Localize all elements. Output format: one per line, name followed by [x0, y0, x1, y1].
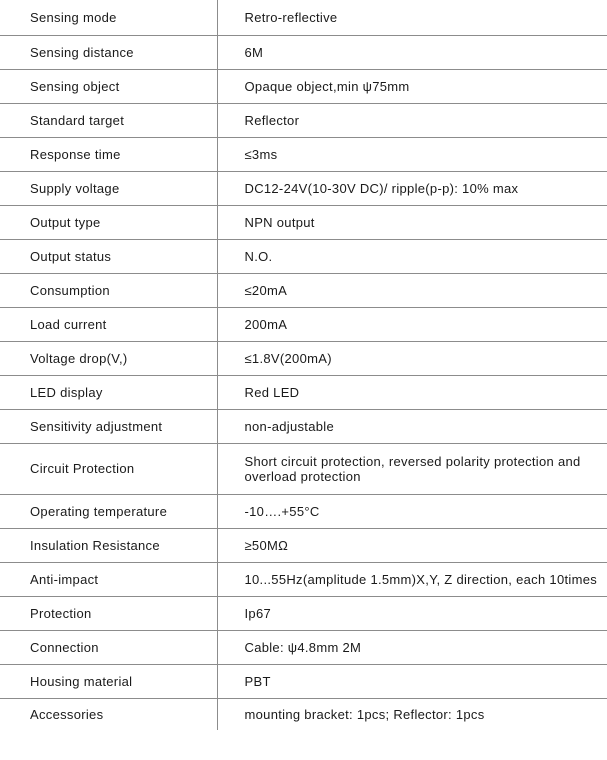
spec-value: Retro-reflective	[217, 0, 607, 35]
spec-value: -10….+55°C	[217, 494, 607, 528]
table-row	[0, 528, 607, 562]
spec-value: 10...55Hz(amplitude 1.5mm)X,Y, Z direction, each 10times	[217, 562, 607, 596]
table-row	[0, 103, 607, 137]
spec-value: PBT	[217, 664, 607, 698]
table-row	[0, 375, 607, 409]
table-row	[0, 137, 607, 171]
spec-value: Reflector	[217, 103, 607, 137]
spec-label: Housing material	[0, 664, 217, 698]
table-row	[0, 171, 607, 205]
table-row	[0, 409, 607, 443]
spec-label: Operating temperature	[0, 494, 217, 528]
spec-label: Sensing mode	[0, 0, 217, 35]
spec-label: Response time	[0, 137, 217, 171]
spec-value: 6M	[217, 35, 607, 69]
spec-value: Short circuit protection, reversed polarity protection and overload protection	[217, 443, 607, 494]
spec-value: 200mA	[217, 307, 607, 341]
spec-value: N.O.	[217, 239, 607, 273]
spec-value: Cable: ψ4.8mm 2M	[217, 630, 607, 664]
table-row	[0, 239, 607, 273]
spec-label: Output type	[0, 205, 217, 239]
spec-value: Opaque object,min ψ75mm	[217, 69, 607, 103]
spec-label: Voltage drop(V,)	[0, 341, 217, 375]
spec-label: Connection	[0, 630, 217, 664]
spec-value: ≤1.8V(200mA)	[217, 341, 607, 375]
spec-label: Sensing object	[0, 69, 217, 103]
spec-label: Output status	[0, 239, 217, 273]
table-row	[0, 341, 607, 375]
table-row	[0, 0, 607, 35]
table-row	[0, 35, 607, 69]
spec-value: NPN output	[217, 205, 607, 239]
spec-label: Consumption	[0, 273, 217, 307]
spec-label: Standard target	[0, 103, 217, 137]
table-row	[0, 273, 607, 307]
spec-label: Load current	[0, 307, 217, 341]
spec-label: Supply voltage	[0, 171, 217, 205]
table-row	[0, 630, 607, 664]
table-row	[0, 562, 607, 596]
table-row	[0, 698, 607, 730]
spec-value: non-adjustable	[217, 409, 607, 443]
spec-label: Insulation Resistance	[0, 528, 217, 562]
table-row	[0, 443, 607, 494]
spec-value: ≤20mA	[217, 273, 607, 307]
spec-value: DC12-24V(10-30V DC)/ ripple(p-p): 10% max	[217, 171, 607, 205]
table-row	[0, 596, 607, 630]
table-row	[0, 307, 607, 341]
spec-label: LED display	[0, 375, 217, 409]
table-row	[0, 69, 607, 103]
spec-value: Ip67	[217, 596, 607, 630]
spec-value: Red LED	[217, 375, 607, 409]
spec-value: ≥50MΩ	[217, 528, 607, 562]
spec-label: Circuit Protection	[0, 443, 217, 494]
table-row	[0, 664, 607, 698]
spec-label: Anti-impact	[0, 562, 217, 596]
spec-label: Protection	[0, 596, 217, 630]
table-row	[0, 494, 607, 528]
spec-value: ≤3ms	[217, 137, 607, 171]
table-row	[0, 205, 607, 239]
spec-value: mounting bracket: 1pcs; Reflector: 1pcs	[244, 706, 485, 722]
spec-label: Sensing distance	[0, 35, 217, 69]
spec-label: Accessories	[0, 698, 217, 730]
spec-label: Sensitivity adjustment	[0, 409, 217, 443]
